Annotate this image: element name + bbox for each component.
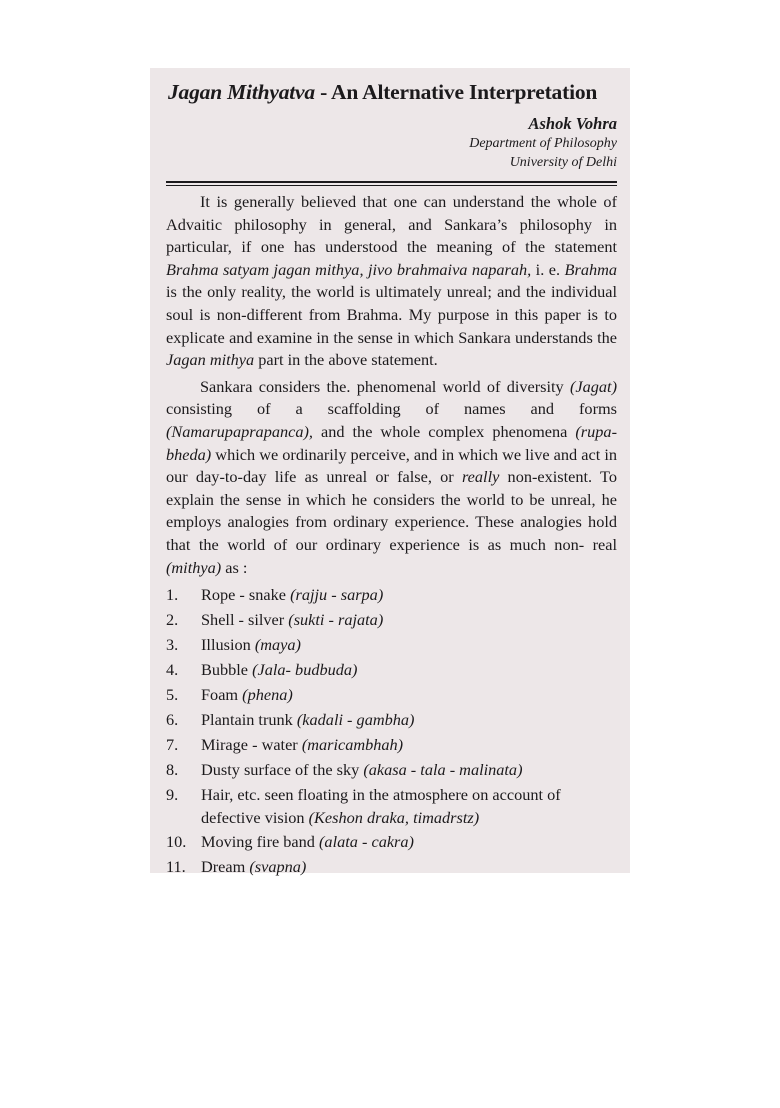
- list-term: (sukti - rajata): [288, 610, 384, 630]
- title-italic-part: Jagan Mithyatva: [168, 80, 315, 104]
- list-text: [201, 782, 617, 829]
- list-number: 2.: [166, 610, 179, 630]
- list-number: 1.: [166, 585, 179, 605]
- author-name: Ashok Vohra: [528, 114, 617, 133]
- list-number: 7.: [166, 735, 179, 755]
- italic-term: Brahma satyam jagan mithya, jivo brahmaiva naparah,: [166, 259, 532, 279]
- list-text: [201, 707, 617, 732]
- list-text: [201, 607, 617, 632]
- list-term: (Jala- budbuda): [252, 660, 358, 680]
- list-item: [166, 682, 617, 707]
- italic-term: Brahma: [564, 259, 618, 279]
- list-term: (maya): [254, 635, 301, 655]
- text-run: consisting of a scaffolding of names and forms: [166, 399, 617, 419]
- list-number: 4.: [166, 660, 179, 680]
- list-item: [166, 829, 617, 854]
- list-number: 9.: [166, 785, 179, 805]
- list-item: [166, 657, 617, 682]
- text-run: Sankara considers the. phenomenal world of diversity: [200, 376, 570, 396]
- list-text: [201, 682, 617, 707]
- list-term: (maricambhah): [301, 735, 404, 755]
- list-item: [166, 782, 617, 829]
- list-text: [201, 632, 617, 657]
- list-item: [166, 632, 617, 657]
- list-text: [201, 732, 617, 757]
- list-item: [166, 707, 617, 732]
- list-label: Illusion: [201, 635, 255, 655]
- text-run: i. e.: [531, 259, 565, 279]
- list-term: (kadali - gambha): [296, 710, 415, 730]
- article-title: [168, 80, 597, 105]
- paragraphs: [166, 191, 617, 579]
- list-number: 5.: [166, 685, 179, 705]
- analogy-list: [166, 582, 617, 879]
- list-number: 3.: [166, 635, 179, 655]
- list-term: (akasa - tala - malinata): [363, 760, 523, 780]
- italic-term: (Namarupaprapanca),: [166, 421, 313, 441]
- text-run: which we ordinarily perceive, and in which we live and act in our day-to-day life as unreal or false, or: [166, 444, 617, 487]
- list-term: (svapna): [249, 857, 307, 877]
- list-term: (Keshon draka, timadrstz): [308, 808, 480, 828]
- list-item: [166, 607, 617, 632]
- list-text: [201, 854, 617, 879]
- list-label: Plantain trunk: [201, 710, 297, 730]
- list-label: Bubble: [201, 660, 253, 680]
- list-term: (phena): [242, 685, 293, 705]
- list-item: [166, 732, 617, 757]
- list-text: [201, 757, 617, 782]
- department: Department of Philosophy: [469, 136, 617, 151]
- university: University of Delhi: [509, 155, 617, 170]
- scanned-page: [150, 68, 630, 877]
- title-rule-bottom: [166, 185, 617, 186]
- list-label: Mirage - water: [201, 735, 302, 755]
- list-text: [201, 582, 617, 607]
- list-item: [166, 757, 617, 782]
- list-label: Rope - snake: [201, 585, 291, 605]
- list-item: [166, 582, 617, 607]
- title-rest: - An Alternative Interpretation: [314, 80, 598, 104]
- list-term: (alata - cakra): [319, 832, 414, 852]
- italic-term: really: [461, 467, 500, 487]
- article-body: [166, 191, 617, 879]
- list-number: 10.: [166, 832, 187, 852]
- list-term: (rajju - sarpa): [290, 585, 384, 605]
- paragraph: [166, 191, 617, 372]
- list-text: [201, 657, 617, 682]
- list-number: 8.: [166, 760, 179, 780]
- list-label: Foam: [201, 685, 243, 705]
- list-label: Shell - silver: [201, 610, 289, 630]
- list-label: Dream: [201, 857, 250, 877]
- list-item: [166, 854, 617, 879]
- list-label: Dusty surface of the sky: [201, 760, 364, 780]
- text-run: It is generally believed that one can understand the whole of Advaitic philosophy in general, and Sankara’s philosophy in particular, if one has understood the meaning of the statement: [166, 192, 617, 257]
- paragraph: [166, 376, 617, 579]
- title-rule-top: [166, 181, 617, 183]
- list-number: 11.: [166, 857, 186, 877]
- list-text: [201, 829, 617, 854]
- italic-term: (mithya): [166, 557, 222, 577]
- text-run: is the only reality, the world is ultimately unreal; and the individual soul is non-different from Brahma. My purpose in this paper is to explicate and examine in the sense in which Sankara understands the: [166, 282, 617, 347]
- italic-term: (Jagat): [569, 376, 617, 396]
- text-run: non-existent. To explain the sense in which he considers the world to be unreal, he employs analogies from ordinary experience. These analogies hold that the world of our ordinary experience is as much non- real: [166, 467, 617, 554]
- text-run: as :: [221, 557, 248, 577]
- list-label: Moving fire band: [201, 832, 320, 852]
- italic-term: Jagan mithya: [166, 350, 255, 370]
- text-run: part in the above statement.: [254, 350, 438, 370]
- list-number: 6.: [166, 710, 179, 730]
- text-run: and the whole complex phenomena: [312, 421, 576, 441]
- list-label: Hair, etc. seen floating in the atmosphere on account of defective vision: [201, 785, 561, 828]
- italic-term: (rupa-bheda): [166, 421, 617, 464]
